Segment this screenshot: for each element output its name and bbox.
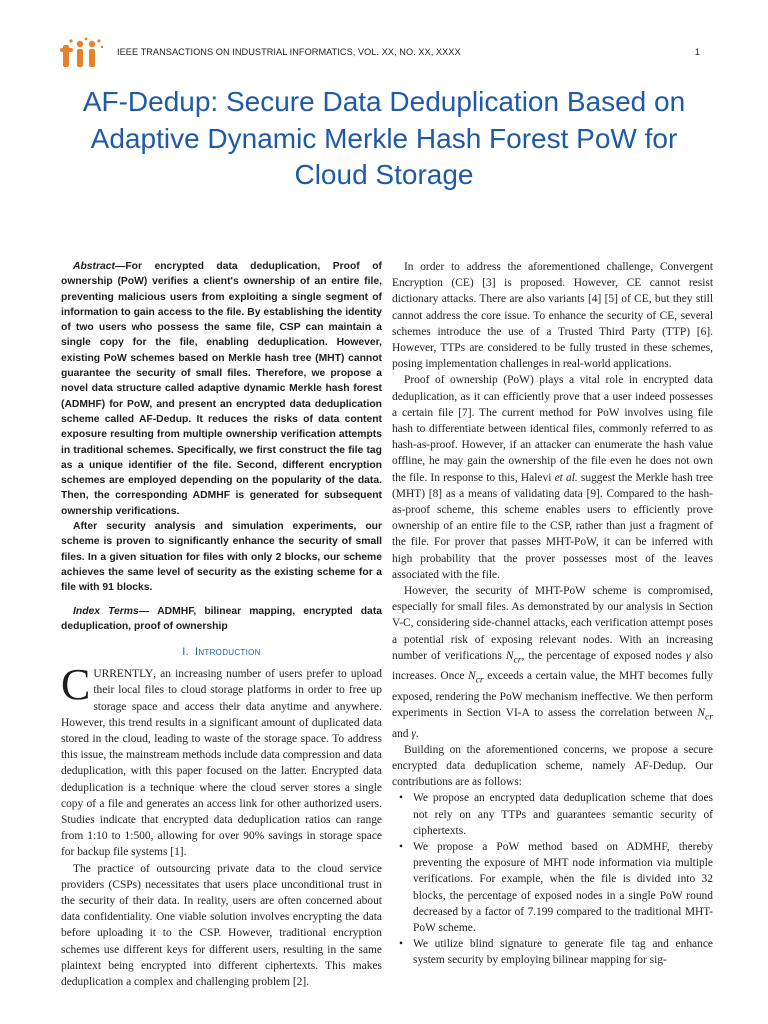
abstract <box>61 259 382 596</box>
bullet-icon: • <box>399 938 404 951</box>
math-gamma: γ <box>411 727 416 740</box>
intro-paragraph: The practice of outsourcing private data to the cloud service providers (CSPs) necessitates that users place unconditional trust in the security of their data. In reality, users are often concerned about data confidentiality. One viable solution involves encrypting the data before uploading it to the CSP. However, traditional encryption schemes use different keys for different users, resulting in the same plaintext being encrypted into different ciphertexts. This makes deduplication a complex and challenging problem [2]. <box>61 862 382 988</box>
bullet-icon: • <box>399 792 404 805</box>
math-ncr: $N_{cr}$ <box>468 670 484 686</box>
intro-paragraph-text: , an increasing number of users prefer to upload their local files to cloud storage platforms in order to free up storage space and access their data anytime and anywhere. However, this trend results in a significant amount of duplicated data stored in the cloud, leading to waste of the storage space. To address this issue, the mainstream methods include data compression and data deduplication, with this paper focused on the latter. Encrypted data deduplication is a technique where the cloud server stores a single copy of a file and generates an access link for other authorized users. Studies indicate that encrypted data deduplication ratios can range from 1:10 to 1:500, allowing for over 90% savings in storage space for backup file systems [1]. <box>61 668 382 859</box>
abstract-paragraph: After security analysis and simulation experiments, our scheme is proven to significantly enhance the security of small files. In a given situation for files with only 2 blocks, our scheme achieves the same level of security as the existing scheme for a file with 91 blocks. <box>61 521 382 594</box>
index-terms-label: Index Terms <box>73 605 139 617</box>
paper-title <box>40 84 728 194</box>
contributions-list <box>392 790 713 968</box>
list-item: • We propose an encrypted data deduplication scheme that does not rely on any TTPs and guarantees semantic security of ciphertexts. <box>399 792 713 837</box>
body-paragraph: Building on the aforementioned concerns, we propose a secure encrypted data deduplication scheme, namely AF-Dedup. Our contributions are as follows: <box>392 743 713 789</box>
index-terms: Index Terms— ADMHF, bilinear mapping, encrypted data deduplication, proof of ownership <box>61 605 383 632</box>
title-line: Adaptive Dynamic Merkle Hash Forest PoW for <box>90 122 678 154</box>
section-heading-introduction <box>61 646 382 658</box>
abstract-paragraph: Abstract—For encrypted data deduplication, Proof of ownership (PoW) verifies a client's ownership of an entire file, preventing malicious users from exploiting a single segment of information to gain access to the file. By establishing the identity of two users who possess the same file, CSP can maintain a single copy for the file, enabling deduplication. However, existing PoW schemes based on Merkle hash tree (MHT) cannot guarantee the security of small files. Therefore, we propose a novel data structure called adaptive dynamic Merkle hash forest (ADMHF) for PoW, and present an encrypted data deduplication scheme called AF-Dedup. It reduces the risks of data content exposure resulting from multiple ownership verification attempts in traditional schemes. Specifically, we first construct the file tag as a unique identifier of the file. Second, different encryption schemes are employed depending on the popularity of the data. Then, the corresponding ADMHF is generated for subsequent ownership verifications. <box>61 261 382 517</box>
running-head: IEEE TRANSACTIONS ON INDUSTRIAL INFORMATICS, VOL. XX, NO. XX, XXXX <box>117 47 461 57</box>
drop-cap-rest: URRENTLY <box>93 668 154 681</box>
body-paragraph: However, the security of MHT-PoW scheme is compromised, especially for small files. As demonstrated by our analysis in Section V-C, considering side-channel attacks, each verification attempt poses a potential risk of exposing relevant nodes. With an increasing number of verifications $N_{cr}$, the percentage of exposed nodes γ also increases. Once $N_{cr}$ exceeds a certain value, the MHT becomes fully exposed, rendering the PoW mechanism ineffective. We then perform experiments in Section VI-A to assess the correlation between $N_{cr}$ and γ. <box>392 585 714 740</box>
section-title: Introduction <box>194 646 261 659</box>
body-paragraph: In order to address the aforementioned challenge, Convergent Encryption (CE) [3] is proposed. However, CE cannot resist dictionary attacks. There are also variants [4] [5] of CE, but they still cannot address the core issue. To enhance the security of CE, several schemes introduce the use of a Trusted Third Party (TTP) [6]. However, TTPs are considered to be fully trusted in these schemes, posing implementation challenges in real-world applications. <box>392 261 713 371</box>
index-terms-text: ADMHF, bilinear mapping, encrypted data deduplication, proof of ownership <box>61 605 383 632</box>
et-al: et al. <box>554 471 578 484</box>
abstract-text: For encrypted data deduplication, Proof of ownership (PoW) verifies a client's ownership of an entire file, preventing malicious users from exploiting a single segment of information to gain access to the file. By establishing the identity of two users who possess the same file, CSP can maintain a single copy for the file, enabling deduplication. However, existing PoW schemes based on Merkle hash tree (MHT) cannot guarantee the security of small files. Therefore, we propose a novel data structure called adaptive dynamic Merkle hash forest (ADMHF) for PoW, and present an encrypted data deduplication scheme called AF-Dedup. It reduces the risks of data content exposure resulting from multiple ownership verification attempts in traditional schemes. Specifically, we first construct the file tag as a unique identifier of the file. Second, different encryption schemes are employed depending on the popularity of the data. Then, the corresponding ADMHF is generated for subsequent ownership verifications. <box>61 261 382 517</box>
bullet-icon: • <box>399 840 404 853</box>
abstract-label: Abstract <box>73 261 115 272</box>
intro-paragraph <box>61 660 382 860</box>
math-gamma: γ <box>685 649 691 662</box>
page-number: 1 <box>694 47 700 57</box>
title-line: Cloud Storage <box>294 159 474 190</box>
math-ncr: $N_{cr}$ <box>505 649 522 666</box>
tii-logo <box>60 36 106 70</box>
list-item: • We utilize blind signature to generate file tag and enhance system security by employing bilinear mapping for sig- <box>399 938 713 967</box>
math-ncr: $N_{cr}$ <box>697 707 713 723</box>
title-line: AF-Dedup: Secure Data Deduplication Based on <box>82 86 686 117</box>
right-column <box>392 259 713 969</box>
list-item: • We propose a PoW method based on ADMHF, thereby preventing the exposure of MHT node information via multiple verifications. For example, when the file is divided into 32 blocks, the percentage of exposed nodes in a single PoW round decreased by a factor of 7.199 compared to the traditional MHT-PoW scheme. <box>399 840 713 934</box>
body-paragraph: Proof of ownership (PoW) plays a vital role in encrypted data deduplication, as it can efficiently prove that a user indeed possesses a certain file [7]. The current method for PoW involves using file hash to differentiate between identical files, commonly referred to as hash-as-proof. However, if an attacker can enumerate the hash value offline, he may gain the ownership of the file even he does not own the file. In response to this, Halevi et al. suggest the Merkle hash tree (MHT) [8] as a means of validating data [9]. Compared to the hash-as-proof scheme, this scheme enables users to efficiently prove ownership of an entire file to the CSP, rather than just a fragment of the file. For prover that passes MHT-PoW, it can be inferred with high probability that the prover possesses most of the leaves associated with the file. <box>392 374 714 581</box>
drop-cap: C <box>61 660 91 710</box>
left-column <box>61 259 382 990</box>
section-number: I. <box>182 646 189 659</box>
